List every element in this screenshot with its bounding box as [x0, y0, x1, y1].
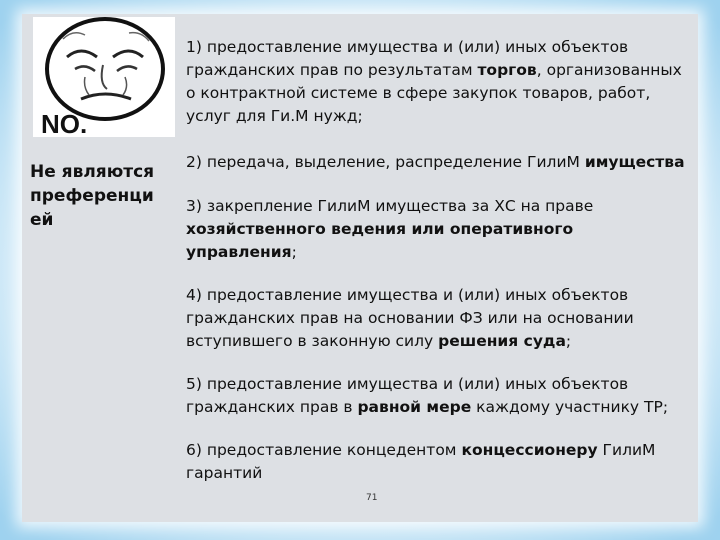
text-run: ;	[565, 332, 572, 350]
list-item	[186, 36, 686, 128]
text-run: каждому участнику ТР;	[471, 398, 669, 416]
no-meme-image	[33, 17, 175, 137]
no-meme-face-icon	[33, 17, 175, 137]
text-run: 1) предоставление имущества и (или) иных объектов гражданских прав по результатам	[186, 38, 629, 79]
text-run: ;	[291, 243, 297, 261]
bold-text: концессионеру	[461, 441, 598, 459]
text-run: ГилиМ гарантий	[186, 441, 656, 482]
list-item	[186, 195, 686, 264]
text-run: 6) предоставление концедентом	[186, 441, 462, 459]
text-run: 4) предоставление имущества и (или) иных объектов гражданских прав на основании ФЗ или на основании вступившего в законную силу	[186, 286, 634, 350]
text-run: 3) закрепление ГилиМ имущества за ХС на праве	[186, 197, 594, 215]
list-item	[186, 439, 686, 485]
bold-text: равной мере	[357, 398, 472, 416]
bold-text: хозяйственного ведения или оперативного управления	[186, 220, 574, 261]
list-item	[186, 151, 686, 174]
text-run: , организованных о контрактной системе в сфере закупок товаров, работ, услуг для Ги.М нужд;	[186, 61, 682, 125]
list-item	[186, 284, 686, 353]
page-number: 71	[366, 493, 378, 503]
list-item	[186, 373, 686, 419]
text-run: 5) предоставление имущества и (или) иных объектов гражданских прав в	[186, 375, 629, 416]
bold-text: имущества	[584, 153, 685, 171]
bold-text: торгов	[477, 61, 537, 79]
left-label: Не являются преференци ей	[30, 162, 155, 230]
items-list	[186, 36, 686, 485]
meme-caption: NO.	[41, 109, 88, 137]
text-run: 2) передача, выделение, распределение ГилиМ	[186, 153, 585, 171]
bold-text: решения суда	[438, 332, 566, 350]
